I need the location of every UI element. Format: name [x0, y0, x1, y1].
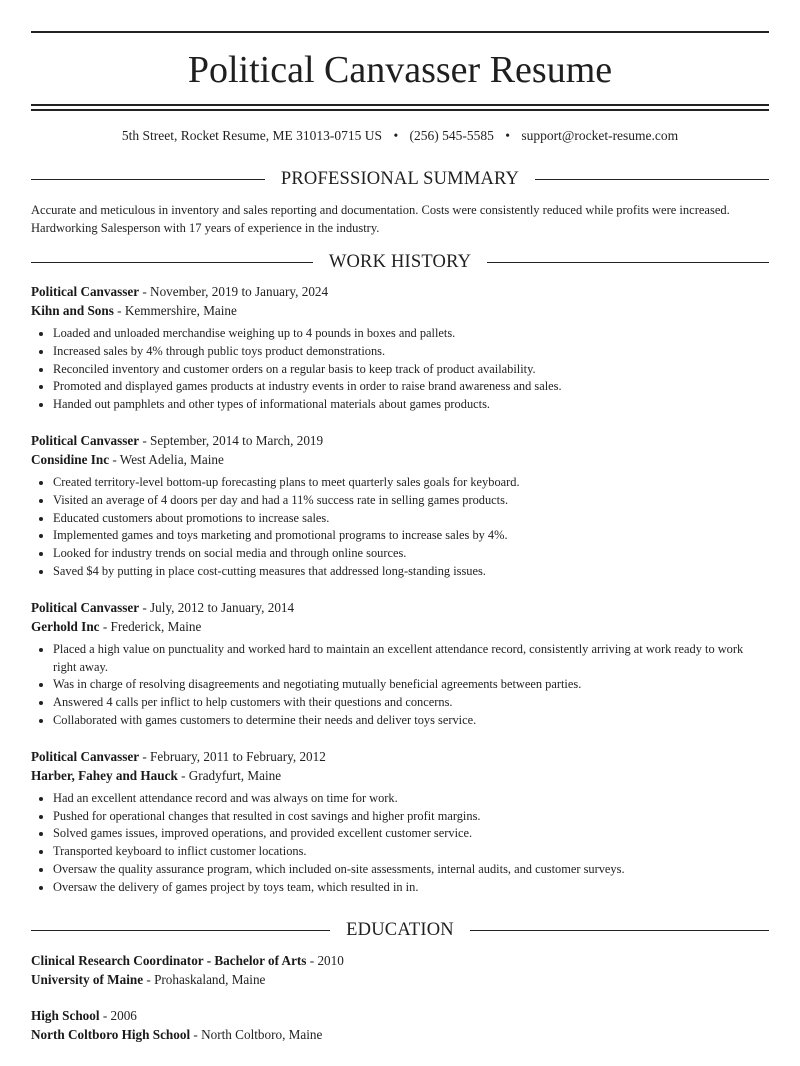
heading-rule-right: [535, 179, 769, 180]
spacer: [31, 414, 769, 431]
job-entry: [31, 431, 769, 598]
job-bullet: • Pushed for operational changes that resulted in cost savings and higher profit margins.: [53, 808, 769, 826]
resume-title: Political Canvasser Resume: [187, 49, 613, 91]
education-heading: [31, 920, 769, 942]
education-entry: [31, 1006, 769, 1044]
contact-email: support@rocket-resume.com: [521, 128, 679, 143]
education-degree-line: [31, 951, 769, 970]
job-entry: [31, 747, 769, 914]
heading-rule-left: [31, 262, 313, 263]
job-company-line: [31, 301, 769, 320]
job-bullet: • Reconciled inventory and customer orders on a regular basis to keep track of product availability.: [53, 361, 769, 379]
heading-rule-right: [470, 930, 769, 931]
education-year: - 2010: [306, 952, 344, 968]
job-company: Considine Inc: [31, 451, 110, 467]
job-title: Political Canvasser: [31, 599, 140, 615]
job-bullet: • Promoted and displayed games products at industry events in order to raise brand awareness and sales.: [53, 378, 769, 396]
spacer: [31, 581, 769, 598]
education-heading-label: EDUCATION: [346, 920, 454, 941]
contact-separator: •: [393, 128, 399, 143]
education-entry: [31, 951, 769, 1006]
job-location: - West Adelia, Maine: [109, 451, 224, 467]
summary-heading-label: PROFESSIONAL SUMMARY: [280, 168, 520, 189]
summary-heading: [31, 168, 769, 190]
summary-text: Accurate and meticulous in inventory and sales reporting and documentation. Costs were consistently reduced while profits were increased. Hardworking Salesperson with 17 years of experience in the industry.: [31, 203, 730, 235]
work-heading-label: WORK HISTORY: [328, 251, 472, 272]
job-bullet: • Implemented games and toys marketing and promotional programs to increase sales by 4%.: [53, 527, 769, 545]
job-title-line: [31, 747, 769, 766]
job-bullet: • Was in charge of resolving disagreements and negotiating mutually beneficial agreements between parties.: [53, 676, 769, 694]
spacer: [31, 730, 769, 747]
heading-rule-left: [31, 179, 265, 180]
job-title: Political Canvasser: [31, 284, 140, 299]
job-company-line: [31, 450, 769, 469]
heading-rule-right: [487, 262, 769, 263]
resume-page: [0, 31, 800, 1044]
job-dates: - September, 2014 to March, 2019: [139, 432, 324, 448]
job-company: Gerhold Inc: [31, 618, 100, 634]
work-history-list: [31, 282, 769, 914]
job-bullets: [31, 790, 769, 897]
job-title-line: [31, 431, 769, 450]
job-bullet: • Answered 4 calls per inflict to help customers with their questions and concerns.: [53, 694, 769, 712]
job-bullet: • Educated customers about promotions to increase sales.: [53, 510, 769, 528]
job-bullet: • Transported keyboard to inflict customer locations.: [53, 843, 769, 861]
education-location: - North Coltboro, Maine: [190, 1026, 323, 1042]
contact-line: [31, 128, 769, 146]
job-bullet: • Saved $4 by putting in place cost-cutting measures that addressed long-standing issues.: [53, 563, 769, 581]
job-bullet: • Oversaw the quality assurance program, which included on-site assessments, internal audits, and customer surveys.: [53, 861, 769, 879]
job-bullets: [31, 641, 769, 730]
job-location: - Frederick, Maine: [99, 618, 202, 634]
spacer: [31, 897, 769, 914]
job-entry: [31, 598, 769, 747]
job-bullet: • Looked for industry trends on social media and through online sources.: [53, 545, 769, 563]
education-list: [31, 951, 769, 1044]
job-bullet: • Loaded and unloaded merchandise weighing up to 4 pounds in boxes and pallets.: [53, 325, 769, 343]
education-school: North Coltboro High School: [31, 1026, 191, 1042]
spacer: [31, 989, 769, 1006]
job-entry: [31, 282, 769, 431]
job-bullet: • Created territory-level bottom-up forecasting plans to meet quarterly sales goals for keyboard.: [53, 474, 769, 492]
job-company: Kihn and Sons: [31, 303, 114, 318]
education-school-line: [31, 970, 769, 989]
education-degree: High School: [31, 1007, 100, 1023]
job-title-line: [31, 598, 769, 617]
job-location: - Kemmershire, Maine: [113, 303, 237, 318]
job-title: Political Canvasser: [31, 748, 140, 764]
job-dates: - February, 2011 to February, 2012: [139, 748, 326, 764]
contact-address: 5th Street, Rocket Resume, ME 31013-0715 US: [121, 128, 383, 143]
education-year: - 2006: [99, 1007, 137, 1023]
job-location: - Gradyfurt, Maine: [177, 767, 282, 783]
contact-separator: •: [505, 128, 511, 143]
job-bullet: • Increased sales by 4% through public toys product demonstrations.: [53, 343, 769, 361]
job-company-line: [31, 617, 769, 636]
title-rule-lower: [31, 109, 769, 111]
job-company: Harber, Fahey and Hauck: [31, 767, 178, 783]
title-rule-upper: [31, 104, 769, 106]
job-company-line: [31, 766, 769, 785]
job-bullet: • Solved games issues, improved operations, and provided excellent customer service.: [53, 825, 769, 843]
contact-phone: (256) 545-5585: [409, 128, 494, 143]
job-bullet: • Had an excellent attendance record and was always on time for work.: [53, 790, 769, 808]
job-bullet: • Handed out pamphlets and other types of informational materials about games products.: [53, 396, 769, 414]
job-bullets: [31, 474, 769, 581]
job-dates: - July, 2012 to January, 2014: [139, 599, 295, 615]
job-title: Political Canvasser: [31, 432, 140, 448]
education-degree: Clinical Research Coordinator - Bachelor of Arts: [31, 952, 307, 968]
job-title-line: [31, 282, 769, 301]
job-bullet: • Placed a high value on punctuality and worked hard to maintain an excellent attendance record, consistently arriving at work ready to work right away.: [53, 641, 769, 677]
job-bullet: • Visited an average of 4 doors per day and had a 11% success rate in selling games products.: [53, 492, 769, 510]
education-location: - Prohaskaland, Maine: [143, 971, 266, 987]
education-degree-line: [31, 1006, 769, 1025]
job-bullet: • Collaborated with games customers to determine their needs and deliver toys service.: [53, 712, 769, 730]
education-school: University of Maine: [31, 971, 144, 987]
job-bullet: • Oversaw the delivery of games project by toys team, which resulted in in.: [53, 879, 769, 897]
job-dates: - November, 2019 to January, 2024: [139, 284, 329, 299]
heading-rule-left: [31, 930, 330, 931]
education-school-line: [31, 1025, 769, 1044]
top-rule: [31, 31, 769, 33]
job-bullets: [31, 325, 769, 414]
work-heading: [31, 251, 769, 273]
